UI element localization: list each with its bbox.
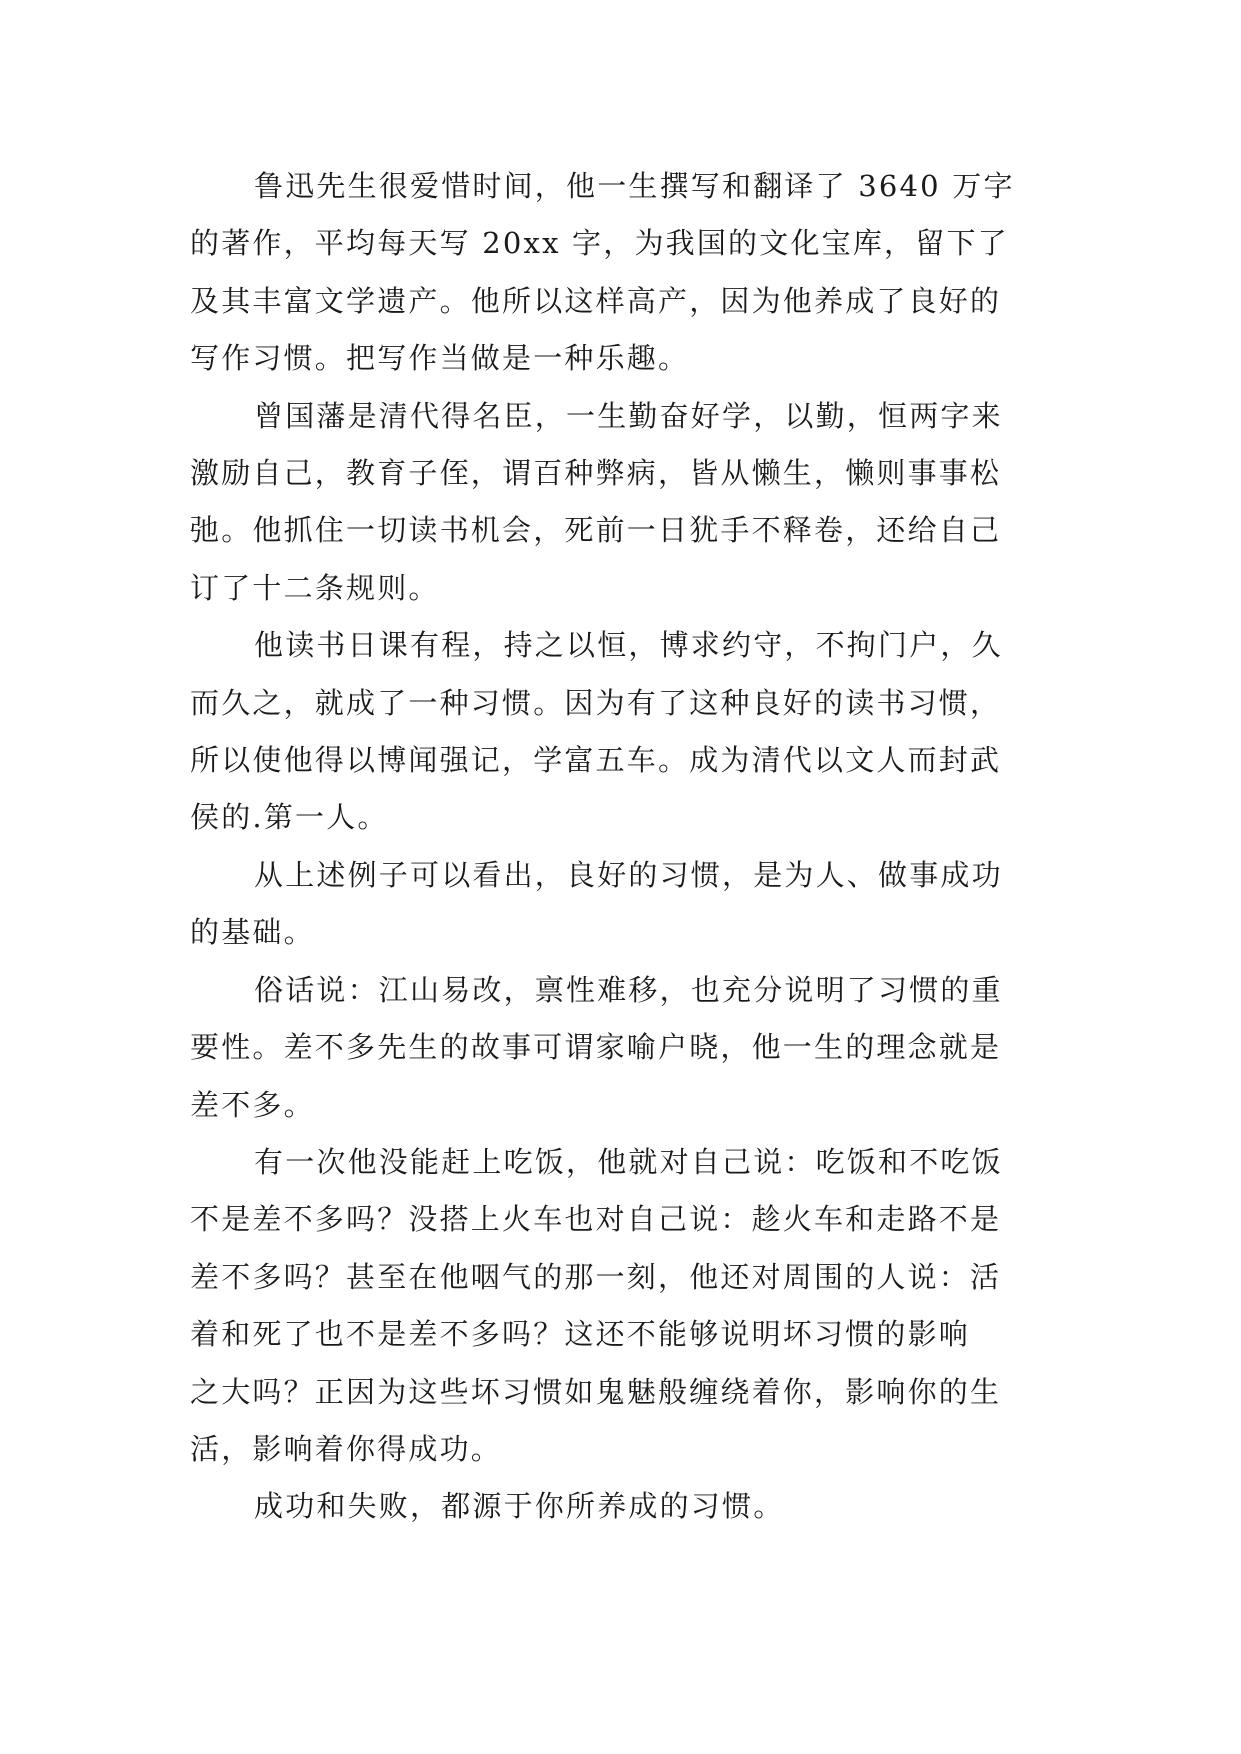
text-line: 及其丰富文学遗产。他所以这样高产，因为他养成了良好的: [190, 283, 1002, 318]
text-line: 俗话说：江山易改，禀性难移，也充分说明了习惯的重: [254, 972, 1003, 1007]
text-line: 侯的.第一人。: [190, 800, 389, 835]
paragraph-1: [190, 158, 1052, 388]
paragraph-6: [190, 1134, 1052, 1478]
paragraph-7: [190, 1478, 1052, 1535]
text-line: 订了十二条规则。: [190, 570, 440, 605]
paragraph-2: [190, 388, 1052, 618]
text-line: 着和死了也不是差不多吗？这还不能够说明坏习惯的影响: [190, 1317, 971, 1352]
text-line: 弛。他抓住一切读书机会，死前一日犹手不释卷，还给自己: [190, 513, 1002, 548]
text-line: 他读书日课有程，持之以恒，博求约守，不拘门户，久: [254, 628, 1003, 663]
text-line: 差不多。: [190, 1087, 315, 1122]
paragraph-5: [190, 962, 1052, 1134]
text-line: 所以使他得以博闻强记，学富五车。成为清代以文人而封武: [190, 743, 1002, 778]
text-line: 写作习惯。把写作当做是一种乐趣。: [190, 341, 690, 376]
text-line: 曾国藩是清代得名臣，一生勤奋好学，以勤，恒两字来: [254, 398, 1003, 433]
text-line: 的基础。: [190, 915, 315, 950]
text-line: 之大吗？正因为这些坏习惯如鬼魅般缠绕着你，影响你的生: [190, 1374, 1002, 1409]
text-line: 差不多吗？甚至在他咽气的那一刻，他还对周围的人说：活: [190, 1259, 1002, 1294]
paragraph-3: [190, 617, 1052, 847]
text-line: 而久之，就成了一种习惯。因为有了这种良好的读书习惯，: [190, 685, 1002, 720]
text-line: 从上述例子可以看出，良好的习惯，是为人、做事成功: [254, 857, 1003, 892]
paragraph-4: [190, 847, 1052, 962]
text-line: 活，影响着你得成功。: [190, 1431, 503, 1466]
text-line: 的著作，平均每天写 20xx 字，为我国的文化宝库，留下了: [190, 226, 1009, 261]
text-line: 激励自己，教育子侄，谓百种弊病，皆从懒生，懒则事事松: [190, 456, 1002, 491]
text-line: 鲁迅先生很爱惜时间，他一生撰写和翻译了 3640 万字: [254, 169, 1015, 203]
text-line: 有一次他没能赶上吃饭，他就对自己说：吃饭和不吃饭: [254, 1144, 1003, 1179]
text-line: 成功和失败，都源于你所养成的习惯。: [254, 1489, 785, 1524]
text-line: 要性。差不多先生的故事可谓家喻户晓，他一生的理念就是: [190, 1030, 1002, 1065]
body-text: [190, 158, 1052, 1536]
text-line: 不是差不多吗？没搭上火车也对自己说：趁火车和走路不是: [190, 1202, 1002, 1237]
